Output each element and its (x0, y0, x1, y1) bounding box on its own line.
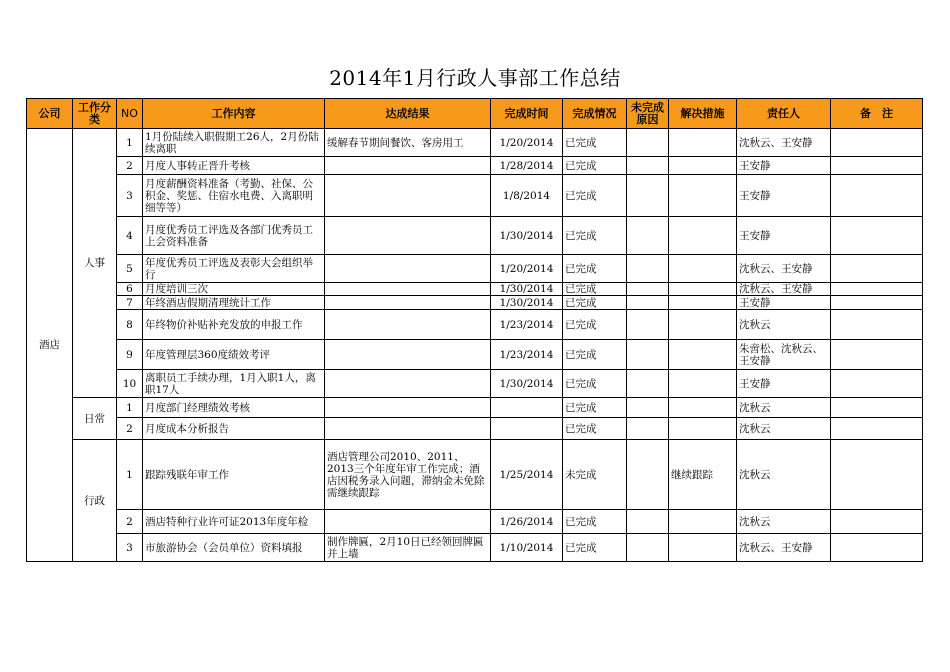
header-solution[interactable]: 解决措施 (669, 99, 737, 129)
cell-owner[interactable]: 沈秋云 (737, 418, 831, 440)
table-row (27, 534, 923, 562)
cell-content[interactable]: 跟踪残联年审工作 (143, 440, 325, 510)
table-row (27, 418, 923, 440)
cell-time[interactable]: 1/25/2014 (491, 440, 563, 510)
cell-remark[interactable] (831, 440, 923, 510)
cell-owner[interactable]: 王安静 (737, 296, 831, 310)
work-summary-table (26, 98, 923, 562)
cell-owner[interactable]: 沈秋云、王安静 (737, 129, 831, 157)
cell-reason[interactable] (627, 440, 669, 510)
cell-reason[interactable] (627, 340, 669, 370)
table-row (27, 255, 923, 283)
cell-owner[interactable]: 朱啻松、沈秋云、王安静 (737, 340, 831, 370)
table-row (27, 310, 923, 340)
table-row (27, 440, 923, 510)
cell-reason[interactable] (627, 175, 669, 217)
cell-remark[interactable] (831, 310, 923, 340)
header-no[interactable]: NO (117, 99, 143, 129)
header-content[interactable]: 工作内容 (143, 99, 325, 129)
cell-result[interactable]: 制作牌匾，2月10日已经领回牌匾并上墙 (325, 534, 491, 562)
cell-owner[interactable]: 沈秋云 (737, 398, 831, 418)
cell-no[interactable]: 3 (117, 534, 143, 562)
cell-time[interactable]: 1/23/2014 (491, 310, 563, 340)
cell-reason[interactable] (627, 217, 669, 255)
cell-reason[interactable] (627, 398, 669, 418)
cell-content[interactable]: 月度培训三次 (143, 283, 325, 296)
cell-reason[interactable] (627, 157, 669, 175)
table-row (27, 175, 923, 217)
cell-solution[interactable] (669, 217, 737, 255)
cell-time[interactable]: 1/23/2014 (491, 340, 563, 370)
cell-owner[interactable]: 王安静 (737, 175, 831, 217)
cell-result[interactable] (325, 310, 491, 340)
cell-content[interactable]: 市旅游协会（会员单位）资料填报 (143, 534, 325, 562)
cell-time[interactable]: 1/30/2014 (491, 370, 563, 398)
cell-owner[interactable]: 沈秋云 (737, 510, 831, 534)
table-row (27, 398, 923, 418)
cell-time[interactable]: 1/28/2014 (491, 157, 563, 175)
header-result[interactable]: 达成结果 (325, 99, 491, 129)
cell-solution[interactable] (669, 534, 737, 562)
category-cell-daily[interactable]: 日常 (73, 398, 117, 440)
cell-content[interactable]: 月度部门经理绩效考核 (143, 398, 325, 418)
cell-reason[interactable] (627, 370, 669, 398)
cell-time[interactable]: 1/30/2014 (491, 296, 563, 310)
cell-content[interactable]: 月度人事转正晋升考核 (143, 157, 325, 175)
cell-solution[interactable] (669, 157, 737, 175)
cell-reason[interactable] (627, 418, 669, 440)
table-row (27, 340, 923, 370)
cell-time[interactable] (491, 418, 563, 440)
cell-time[interactable]: 1/8/2014 (491, 175, 563, 217)
cell-owner[interactable]: 王安静 (737, 157, 831, 175)
cell-time[interactable]: 1/30/2014 (491, 283, 563, 296)
cell-time[interactable]: 1/30/2014 (491, 217, 563, 255)
cell-status[interactable]: 已完成 (563, 283, 627, 296)
cell-no[interactable]: 6 (117, 283, 143, 296)
cell-result[interactable] (325, 296, 491, 310)
cell-solution[interactable] (669, 398, 737, 418)
cell-status[interactable]: 已完成 (563, 157, 627, 175)
cell-solution[interactable] (669, 418, 737, 440)
cell-status[interactable]: 已完成 (563, 340, 627, 370)
cell-time[interactable]: 1/20/2014 (491, 255, 563, 283)
cell-reason[interactable] (627, 310, 669, 340)
header-status[interactable]: 完成情况 (563, 99, 627, 129)
cell-status[interactable]: 已完成 (563, 255, 627, 283)
cell-result[interactable] (325, 255, 491, 283)
cell-no[interactable]: 8 (117, 310, 143, 340)
cell-status[interactable]: 已完成 (563, 129, 627, 157)
cell-remark[interactable] (831, 418, 923, 440)
cell-status[interactable]: 已完成 (563, 418, 627, 440)
cell-solution[interactable] (669, 510, 737, 534)
cell-remark[interactable] (831, 255, 923, 283)
cell-result[interactable]: 缓解春节期间餐饮、客房用工 (325, 129, 491, 157)
cell-remark[interactable] (831, 296, 923, 310)
cell-remark[interactable] (831, 217, 923, 255)
cell-solution[interactable]: 继续跟踪 (669, 440, 737, 510)
cell-no[interactable]: 9 (117, 340, 143, 370)
table-body (27, 129, 923, 562)
cell-no[interactable]: 7 (117, 296, 143, 310)
cell-time[interactable]: 1/20/2014 (491, 129, 563, 157)
cell-owner[interactable]: 沈秋云 (737, 440, 831, 510)
table-row (27, 217, 923, 255)
cell-remark[interactable] (831, 129, 923, 157)
header-owner[interactable]: 责任人 (737, 99, 831, 129)
cell-status[interactable]: 已完成 (563, 370, 627, 398)
cell-result[interactable] (325, 283, 491, 296)
cell-solution[interactable] (669, 310, 737, 340)
cell-content[interactable]: 年终酒店假期清理统计工作 (143, 296, 325, 310)
cell-time[interactable] (491, 398, 563, 418)
cell-owner[interactable]: 王安静 (737, 370, 831, 398)
cell-result[interactable] (325, 157, 491, 175)
cell-result[interactable] (325, 340, 491, 370)
cell-reason[interactable] (627, 283, 669, 296)
cell-content[interactable]: 离职员工手续办理，1月入职1人，离职17人 (143, 370, 325, 398)
cell-reason[interactable] (627, 510, 669, 534)
cell-content[interactable]: 1月份陆续入职假期工26人，2月份陆续离职 (143, 129, 325, 157)
cell-solution[interactable] (669, 296, 737, 310)
cell-no[interactable]: 2 (117, 510, 143, 534)
cell-remark[interactable] (831, 370, 923, 398)
cell-solution[interactable] (669, 255, 737, 283)
cell-solution[interactable] (669, 283, 737, 296)
cell-status[interactable]: 已完成 (563, 310, 627, 340)
company-cell[interactable]: 酒店 (27, 129, 73, 562)
table-row (27, 370, 923, 398)
cell-content[interactable]: 年度管理层360度绩效考评 (143, 340, 325, 370)
cell-owner[interactable]: 沈秋云、王安静 (737, 255, 831, 283)
cell-result[interactable] (325, 217, 491, 255)
cell-status[interactable]: 已完成 (563, 510, 627, 534)
cell-solution[interactable] (669, 340, 737, 370)
cell-status[interactable]: 已完成 (563, 217, 627, 255)
header-company[interactable]: 公司 (27, 99, 73, 129)
table-row (27, 283, 923, 296)
cell-owner[interactable]: 沈秋云、王安静 (737, 534, 831, 562)
cell-remark[interactable] (831, 398, 923, 418)
cell-owner[interactable]: 王安静 (737, 217, 831, 255)
cell-content[interactable]: 月度薪酬资料准备（考勤、社保、公积金、奖惩、住宿水电费、入离职明细等等） (143, 175, 325, 217)
cell-content[interactable]: 年终物价补贴补充发放的申报工作 (143, 310, 325, 340)
cell-result[interactable] (325, 510, 491, 534)
cell-no[interactable]: 5 (117, 255, 143, 283)
cell-owner[interactable]: 沈秋云、王安静 (737, 283, 831, 296)
cell-time[interactable]: 1/26/2014 (491, 510, 563, 534)
cell-owner[interactable]: 沈秋云 (737, 310, 831, 340)
table-row (27, 510, 923, 534)
cell-time[interactable]: 1/10/2014 (491, 534, 563, 562)
cell-status[interactable]: 未完成 (563, 440, 627, 510)
cell-no[interactable]: 1 (117, 129, 143, 157)
cell-no[interactable]: 3 (117, 175, 143, 217)
cell-no[interactable]: 2 (117, 157, 143, 175)
cell-result[interactable] (325, 418, 491, 440)
cell-status[interactable]: 已完成 (563, 296, 627, 310)
cell-no[interactable]: 1 (117, 398, 143, 418)
cell-reason[interactable] (627, 255, 669, 283)
table-row (27, 129, 923, 157)
header-reason[interactable]: 未完成原因 (627, 99, 669, 129)
cell-content[interactable]: 月度成本分析报告 (143, 418, 325, 440)
cell-remark[interactable] (831, 175, 923, 217)
cell-remark[interactable] (831, 157, 923, 175)
page-title: 2014年1月行政人事部工作总结 (329, 66, 621, 90)
header-row (27, 99, 923, 129)
cell-result[interactable]: 酒店管理公司2010、2011、2013三个年度年审工作完成；酒店因税务录入问题，滞纳金未免除需继续跟踪 (325, 440, 491, 510)
header-category[interactable]: 工作分类 (73, 99, 117, 129)
cell-result[interactable] (325, 370, 491, 398)
category-cell-hr[interactable]: 人事 (73, 129, 117, 398)
cell-reason[interactable] (627, 296, 669, 310)
cell-remark[interactable] (831, 283, 923, 296)
cell-content[interactable]: 酒店特种行业许可证2013年度年检 (143, 510, 325, 534)
cell-solution[interactable] (669, 370, 737, 398)
cell-reason[interactable] (627, 129, 669, 157)
cell-no[interactable]: 10 (117, 370, 143, 398)
category-cell-admin[interactable]: 行政 (73, 440, 117, 562)
cell-remark[interactable] (831, 534, 923, 562)
cell-reason[interactable] (627, 534, 669, 562)
cell-content[interactable]: 年度优秀员工评选及表彰大会组织举行 (143, 255, 325, 283)
header-time[interactable]: 完成时间 (491, 99, 563, 129)
header-remark[interactable]: 备 注 (831, 99, 923, 129)
cell-solution[interactable] (669, 175, 737, 217)
cell-solution[interactable] (669, 129, 737, 157)
table-row (27, 157, 923, 175)
cell-status[interactable]: 已完成 (563, 534, 627, 562)
cell-result[interactable] (325, 398, 491, 418)
cell-no[interactable]: 2 (117, 418, 143, 440)
cell-no[interactable]: 4 (117, 217, 143, 255)
table-row (27, 296, 923, 310)
cell-remark[interactable] (831, 510, 923, 534)
cell-result[interactable] (325, 175, 491, 217)
cell-status[interactable]: 已完成 (563, 398, 627, 418)
cell-remark[interactable] (831, 340, 923, 370)
cell-status[interactable]: 已完成 (563, 175, 627, 217)
cell-no[interactable]: 1 (117, 440, 143, 510)
cell-content[interactable]: 月度优秀员工评选及各部门优秀员工上会资料准备 (143, 217, 325, 255)
